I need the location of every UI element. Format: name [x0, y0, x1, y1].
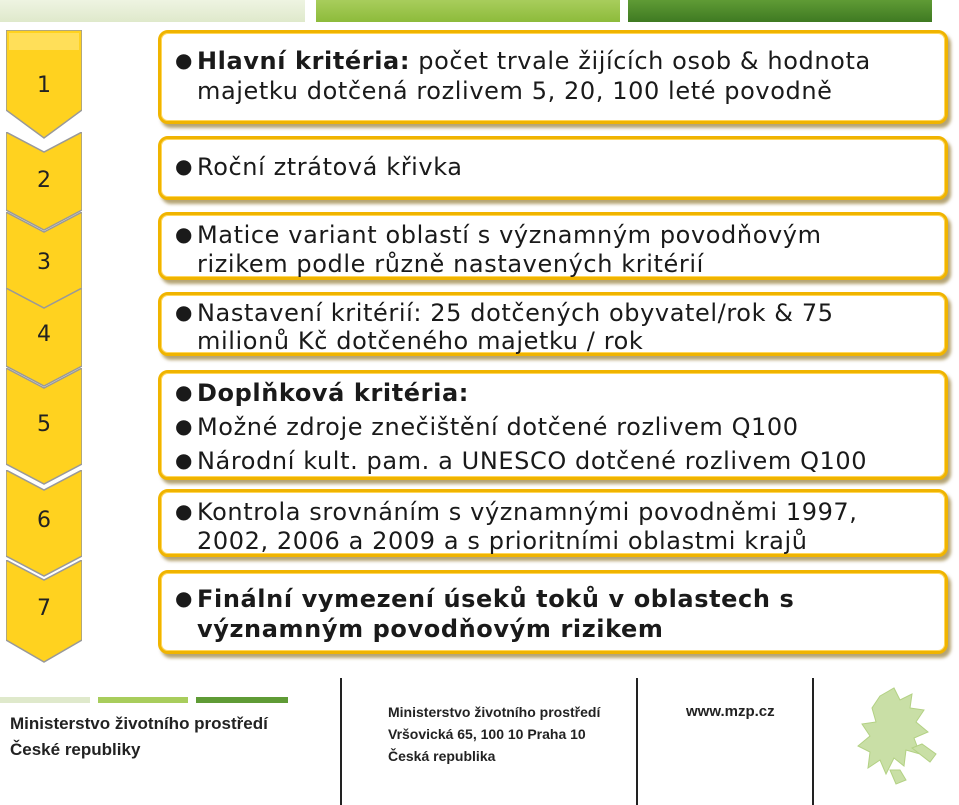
box-line: 2002, 2006 a 2009 a s prioritními oblastmi krajů — [197, 527, 808, 555]
bullet-icon: ● — [175, 499, 194, 523]
step-number: 6 — [37, 508, 51, 533]
step-7 — [6, 560, 82, 665]
address-line-2: Vršovická 65, 100 10 Praha 10 — [388, 726, 586, 742]
footer-bar-dark — [196, 697, 288, 703]
box-line — [175, 379, 469, 407]
box-line: významným povodňovým rizikem — [197, 615, 664, 643]
criteria-box-4 — [158, 292, 948, 356]
bullet-icon: ● — [175, 154, 194, 178]
bullet-icon: ● — [175, 586, 194, 610]
step-number: 7 — [37, 596, 51, 621]
bold-heading: Hlavní kritéria: — [197, 47, 411, 75]
box-line — [175, 447, 867, 475]
footer-bar-medium — [98, 697, 188, 703]
step-number: 1 — [37, 73, 51, 98]
step-number: 4 — [37, 322, 51, 347]
ministry-name: Ministerstvo životního prostředí — [10, 714, 268, 733]
criteria-box-6 — [158, 489, 948, 557]
website-link[interactable]: www.mzp.cz — [686, 703, 775, 720]
footer-divider — [340, 678, 342, 805]
line-text: Možné zdroje znečištění dotčené rozlivem Q100 — [197, 413, 799, 441]
line-text: Nastavení kritérií: 25 dotčených obyvatel/rok & 75 — [197, 299, 834, 327]
ministry-country: České republiky — [10, 740, 141, 759]
step-number: 3 — [37, 250, 51, 275]
box-line — [175, 221, 822, 249]
footer-divider — [636, 678, 638, 805]
address-line-3: Česká republika — [388, 748, 496, 764]
top-bar-light — [0, 0, 305, 22]
criteria-box-3 — [158, 212, 948, 280]
footer-divider — [812, 678, 814, 805]
bullet-icon: ● — [175, 448, 194, 472]
box-line: majetku dotčená rozlivem 5, 20, 100 leté povodně — [197, 77, 833, 105]
line-text: Národní kult. pam. a UNESCO dotčené rozlivem Q100 — [197, 447, 868, 475]
criteria-box-7 — [158, 570, 948, 654]
bullet-icon: ● — [175, 48, 194, 72]
address-line-1: Ministerstvo životního prostředí — [388, 704, 601, 720]
step-number: 5 — [37, 412, 51, 437]
top-bar-dark — [628, 0, 932, 22]
bullet-icon: ● — [175, 300, 194, 324]
criteria-box-2 — [158, 136, 948, 200]
footer-bars — [0, 697, 290, 703]
box-line — [175, 47, 871, 75]
box-line — [175, 153, 463, 181]
bullet-icon: ● — [175, 414, 194, 438]
box-line — [175, 299, 834, 327]
line-text: Roční ztrátová křivka — [197, 153, 463, 181]
footer-bar-light — [0, 697, 90, 703]
bold-heading: Doplňková kritéria: — [197, 379, 469, 407]
step-number: 2 — [37, 168, 51, 193]
bullet-icon: ● — [175, 222, 194, 246]
step-1 — [6, 30, 82, 140]
box-line: rizikem podle různě nastavených kritérií — [197, 250, 704, 278]
line-text: Kontrola srovnáním s významnými povodněmi 1997, — [197, 498, 858, 526]
box-line — [175, 498, 858, 526]
criteria-box-5 — [158, 370, 948, 480]
lion-emblem-icon — [850, 684, 950, 794]
bullet-icon: ● — [175, 380, 194, 404]
box-line — [175, 413, 799, 441]
box-line — [175, 585, 794, 613]
line-text: počet trvale žijících osob & hodnota — [410, 47, 871, 75]
line-text: Finální vymezení úseků toků v oblastech s — [197, 585, 795, 613]
top-bar-medium — [316, 0, 620, 22]
line-text: Matice variant oblastí s významným povodňovým — [197, 221, 822, 249]
box-line: milionů Kč dotčeného majetku / rok — [197, 327, 644, 355]
criteria-box-1 — [158, 30, 948, 124]
